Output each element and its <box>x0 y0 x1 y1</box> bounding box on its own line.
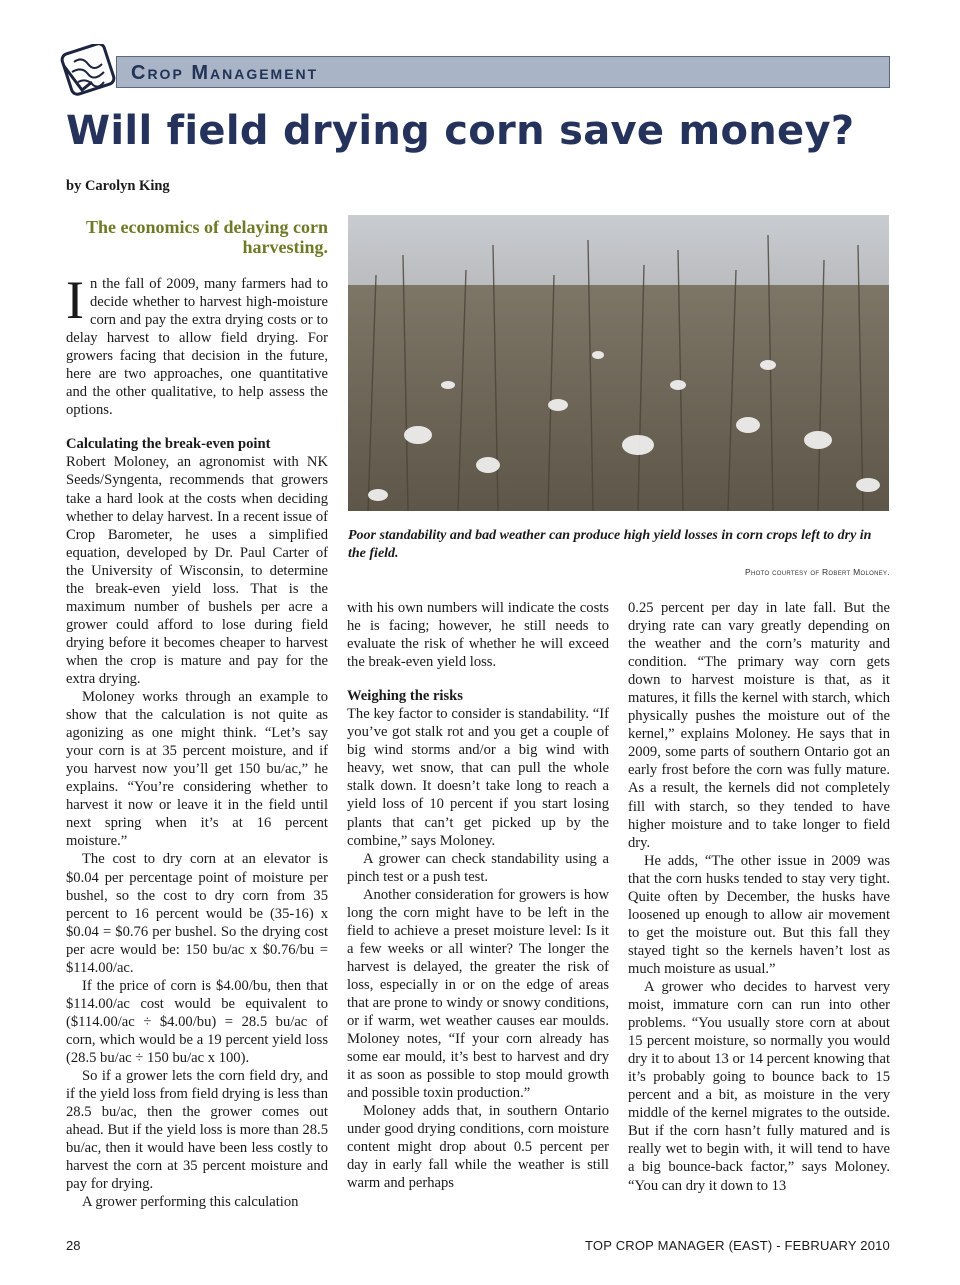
subhead-weighing-risks: Weighing the risks <box>347 688 463 705</box>
paragraph: He adds, “The other issue in 2009 was that the corn husks tended to stay very tight. Quite often by December, the husks have loosened up enough to allow air movement to get the moisture out. But this fall they stayed tight so the kernels haven’t lost as much moisture as usual.” <box>628 852 890 977</box>
intro-paragraph: In the fall of 2009, many farmers had to decide whether to harvest high-moisture corn and pay the extra drying costs or to delay harvest to allow field drying. For growers facing that decision in the future, here are two approaches, one quantitative and the other qualitative, to help assess the options. <box>66 270 328 419</box>
article-title: Will field drying corn save money? <box>66 108 855 154</box>
column-1 <box>66 270 328 1211</box>
page-number: 28 <box>66 1238 81 1253</box>
paragraph: 0.25 percent per day in late fall. But the drying rate can vary greatly depending on the weather and the corn’s maturity and condition. “The primary way corn gets down to harvest moisture is that, as it matures, it fills the kernel with starch, which physically pushes the moisture out of the kernel,” explains Moloney. He says that in 2009, some parts of southern Ontario got an early frost before the corn was fully mature. As a result, the kernels did not completely fill with starch, so they tended to have higher moisture and to take longer to field dry. <box>628 600 890 851</box>
byline: by Carolyn King <box>66 178 170 194</box>
paragraph: Another consideration for growers is how long the corn might have to be left in the field to achieve a preset moisture level: Is it a few weeks or all winter? The longer the harvest is delayed, the greater the risk of loss, especially in or on the edge of areas that are prone to windy or snowy conditions, or if warm, wet weather causes ear moulds. Moloney notes, “If your corn already has some ear mould, it’s best to harvest and dry it as soon as possible to stop mould growth and possible toxin production.” <box>347 886 609 1102</box>
paragraph: The key factor to consider is standability. “If you’ve got stalk rot and you get a couple of big wind storms and/or a big wind with heavy, wet snow, that can pull the whole stalk down. It doesn’t take long to reach a yield loss of 10 percent if you start losing plants that can’t get picked up by the combine,” says Moloney. <box>347 706 609 849</box>
subhead-break-even: Calculating the break-even point <box>66 436 271 453</box>
paragraph: Moloney works through an example to show that the calculation is not quite as agonizing as one might think. “Let’s say your corn is at 35 percent moisture, and if you harvest now you’ll get 150 bu/ac,” he explains. “You’re considering whether to harvest it now or leave it in the field until next spring when it’s at 16 percent moisture.” <box>66 689 328 850</box>
paragraph: If the price of corn is $4.00/bu, then that $114.00/ac cost would be equivalent to ($114.00/ac ÷ $4.00/bu) = 28.5 bu/ac of corn, which would be a 19 percent yield loss (28.5 bu/ac ÷ 150 bu/ac x 100). <box>66 977 328 1066</box>
paragraph: Moloney adds that, in southern Ontario under good drying conditions, corn moisture content might drop about 0.5 percent per day in early fall while the weather is still warm and perhaps <box>347 1103 609 1192</box>
drop-cap: I <box>66 270 84 330</box>
paragraph: A grower can check standability using a pinch test or a push test. <box>347 850 609 885</box>
paragraph: A grower who decides to harvest very moist, immature corn can run into other problems. “You usually store corn at about 15 percent moisture, so normally you would dry it to about 13 or 14 percent knowing that it’s probably going to bounce back to 15 percent and a bit, as moisture in the very middle of the kernel migrates to the outside. But if the corn hasn’t fully matured and is really wet to begin with, it will tend to have a big bounce-back factor,” says Moloney. “You can dry it down to 13 <box>628 978 890 1194</box>
section-logo-icon <box>60 44 124 100</box>
column-3 <box>628 599 890 1195</box>
paragraph: with his own numbers will indicate the costs he is facing; however, he still needs to evaluate the risk of whether he will exceed the break-even yield loss. <box>347 600 609 671</box>
article-deck: The economics of delaying corn harvesting. <box>86 217 328 257</box>
photo-caption: Poor standability and bad weather can produce high yield losses in corn crops left to dry in the field. <box>348 528 872 561</box>
paragraph: So if a grower lets the corn field dry, and if the yield loss from field drying is less than 28.5 bu/ac, then the grower comes out ahead. But if the yield loss is more than 28.5 bu/ac, then it would have been less costly to harvest the corn at 35 percent moisture and pay for drying. <box>66 1068 328 1193</box>
column-2 <box>347 599 609 1193</box>
section-label: Crop Management <box>131 62 319 84</box>
section-banner <box>116 56 890 88</box>
photo-credit: Photo courtesy of Robert Moloney. <box>745 567 890 577</box>
paragraph: The cost to dry corn at an elevator is $0.04 per percentage point of moisture per bushel, so the cost to dry corn from 35 percent to 16 percent would be (35-16) x $0.04 = $0.76 per bushel. So the drying cost per acre would be: 150 bu/ac x $0.76/bu = $114.00/ac. <box>66 851 328 976</box>
corn-field-photo <box>348 215 889 511</box>
paragraph: A grower performing this calculation <box>82 1194 299 1211</box>
publication-footer: TOP CROP MANAGER (EAST) - FEBRUARY 2010 <box>585 1238 890 1253</box>
paragraph: Robert Moloney, an agronomist with NK Seeds/Syngenta, recommends that growers take a hard look at the costs when deciding whether to delay harvest. In a recent issue of Crop Barometer, he uses a simplified equation, developed by Dr. Paul Carter of the University of Wisconsin, to determine the break-even yield loss. That is the maximum number of bushels per acre a grower could afford to lose during field drying before it becomes cheaper to harvest when the crop is mature and pay for the extra drying. <box>66 454 328 687</box>
